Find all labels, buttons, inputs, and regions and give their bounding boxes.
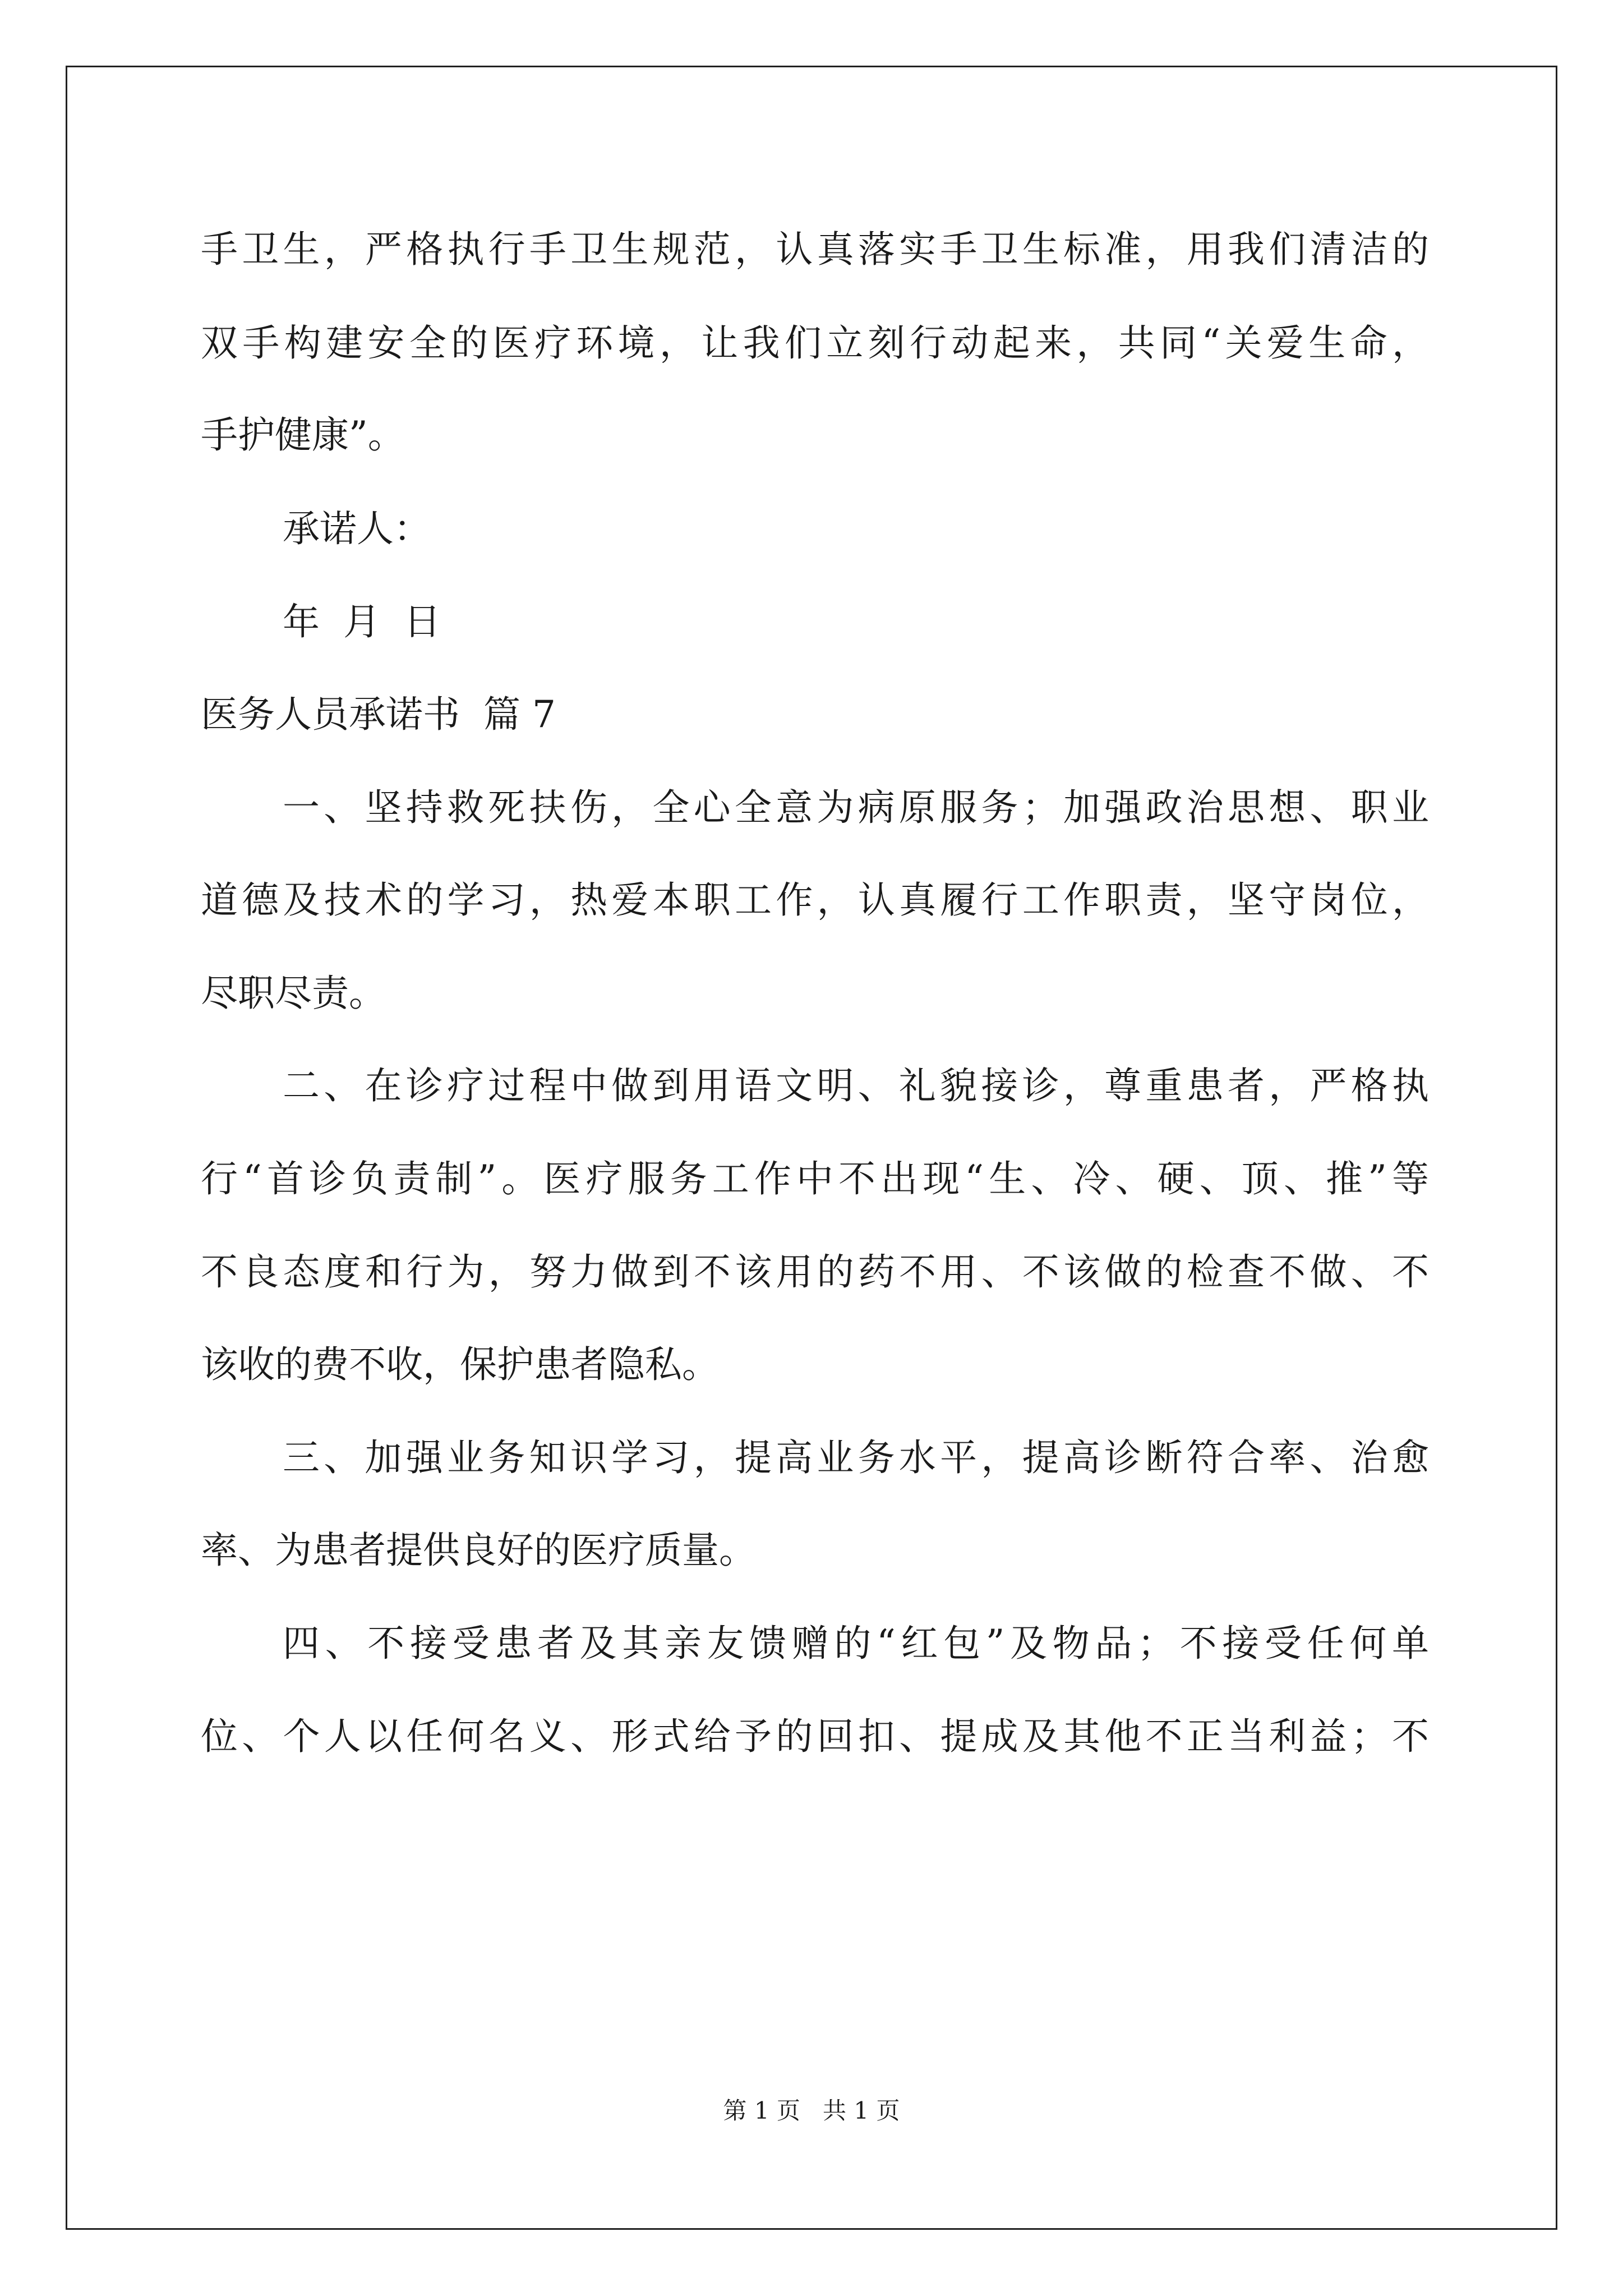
- text-line: 手护健康”。: [201, 413, 405, 457]
- text-line: 不良态度和行为，努力做到不该用的药不用、不该做的检查不做、不: [201, 1250, 1429, 1294]
- text-line: 二、在诊疗过程中做到用语文明、礼貌接诊，尊重患者，严格执: [283, 1064, 1429, 1107]
- section-heading: 医务人员承诺书 篇 7: [201, 693, 556, 736]
- signatory-label: 承诺人：: [283, 507, 431, 550]
- page-frame: [66, 66, 1557, 2230]
- text-line: 一、坚持救死扶伤，全心全意为病原服务；加强政治思想、职业: [283, 786, 1429, 829]
- text-line: 该收的费不收，保护患者隐私。: [201, 1343, 719, 1386]
- text-line: 双手构建安全的医疗环境，让我们立刻行动起来，共同“关爱生命，: [201, 321, 1429, 365]
- text-line: 手卫生，严格执行手卫生规范，认真落实手卫生标准，用我们清洁的: [201, 228, 1429, 271]
- text-line: 位、个人以任何名义、形式给予的回扣、提成及其他不正当利益；不: [201, 1715, 1429, 1758]
- page-footer: 第 1 页 共 1 页: [723, 2097, 900, 2124]
- text-line: 尽职尽责。: [201, 972, 386, 1015]
- text-line: 三、加强业务知识学习，提高业务水平，提高诊断符合率、治愈: [283, 1436, 1429, 1479]
- text-line: 行“首诊负责制”。医疗服务工作中不出现“生、冷、硬、顶、推”等: [201, 1157, 1429, 1200]
- text-line: 四、不接受患者及其亲友馈赠的“红包”及物品；不接受任何单: [283, 1622, 1429, 1665]
- date-line: 年 月 日: [283, 600, 441, 643]
- text-line: 道德及技术的学习，热爱本职工作，认真履行工作职责，坚守岗位，: [201, 878, 1429, 922]
- text-line: 率、为患者提供良好的医疗质量。: [201, 1529, 756, 1572]
